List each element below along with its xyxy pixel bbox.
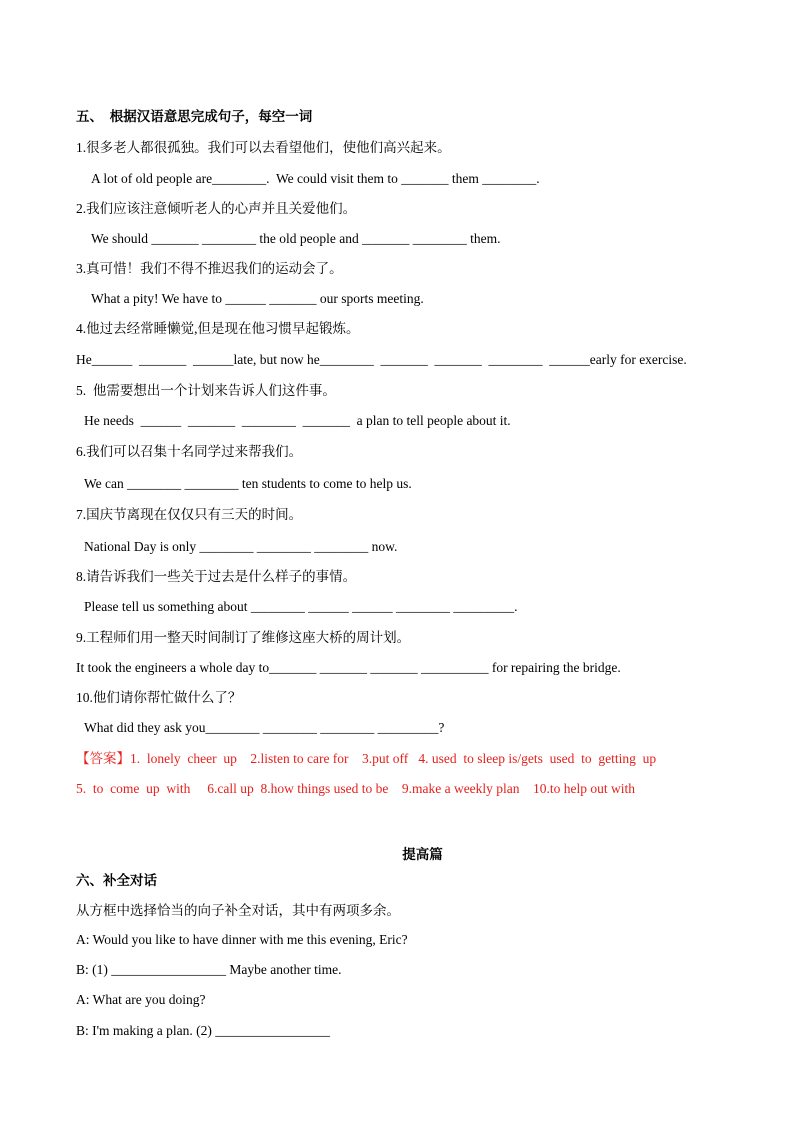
section-title: 提高篇 xyxy=(402,847,443,862)
dialogue-line: A: Would you like to have dinner with me this evening, Eric? xyxy=(76,932,408,947)
question-2-chinese: 2.我们应该注意倾听老人的心声并且关爱他们。 xyxy=(76,201,357,216)
question-4-english: He______ _______ ______late, but now he________ _______ _______ ________ ______early for exercise. xyxy=(76,352,687,367)
question-1-chinese: 1.很多老人都很孤独。我们可以去看望他们，使他们高兴起来。 xyxy=(76,140,451,155)
answer-key-line-1: 【答案】1. lonely cheer up 2.listen to care for 3.put off 4. used to sleep is/gets used to getting up xyxy=(76,751,657,766)
answer-key-line-2: 5. to come up with 6.call up 8.how things used to be 9.make a weekly plan 10.to help out with xyxy=(76,781,636,796)
question-10-chinese: 10.他们请你帮忙做什么了？ xyxy=(76,690,242,705)
question-7-english: National Day is only ________ ________ ________ now. xyxy=(84,539,398,554)
section6-heading: 六、补全对话 xyxy=(76,873,157,888)
question-10-english: What did they ask you________ ________ ________ _________? xyxy=(84,720,445,735)
dialogue-line: B: I'm making a plan. (2) _________________ xyxy=(76,1023,331,1038)
question-9-english: It took the engineers a whole day to_______ _______ _______ __________ for repairing the bridge. xyxy=(76,660,621,675)
question-8-chinese: 8.请告诉我们一些关于过去是什么样子的事情。 xyxy=(76,569,357,584)
question-6-english: We can ________ ________ ten students to come to help us. xyxy=(84,476,412,491)
question-9-chinese: 9.工程师们用一整天时间制订了维修这座大桥的周计划。 xyxy=(76,630,411,645)
section6-instruction: 从方框中选择恰当的向子补全对话，其中有两项多余。 xyxy=(76,903,400,918)
question-3-english: What a pity! We have to ______ _______ our sports meeting. xyxy=(91,291,424,306)
question-4-chinese: 4.他过去经常睡懒觉,但是现在他习惯早起锻炼。 xyxy=(76,321,360,336)
question-1-english: A lot of old people are________. We could visit them to _______ them ________. xyxy=(91,171,540,186)
question-7-chinese: 7.国庆节离现在仅仅只有三天的时间。 xyxy=(76,507,303,522)
question-6-chinese: 6.我们可以召集十名同学过来帮我们。 xyxy=(76,444,303,459)
question-5-english: He needs ______ _______ ________ _______ a plan to tell people about it. xyxy=(84,413,511,428)
section5-heading: 五、 根据汉语意思完成句子，每空一词 xyxy=(76,109,313,124)
dialogue-line: B: (1) _________________ Maybe another time. xyxy=(76,962,342,977)
question-3-chinese: 3.真可惜！我们不得不推迟我们的运动会了。 xyxy=(76,261,343,276)
question-5-chinese: 5. 他需要想出一个计划来告诉人们这件事。 xyxy=(76,383,336,398)
dialogue-line: A: What are you doing? xyxy=(76,992,206,1007)
question-2-english: We should _______ ________ the old people and _______ ________ them. xyxy=(91,231,501,246)
question-8-english: Please tell us something about ________ ______ ______ ________ _________. xyxy=(84,599,518,614)
